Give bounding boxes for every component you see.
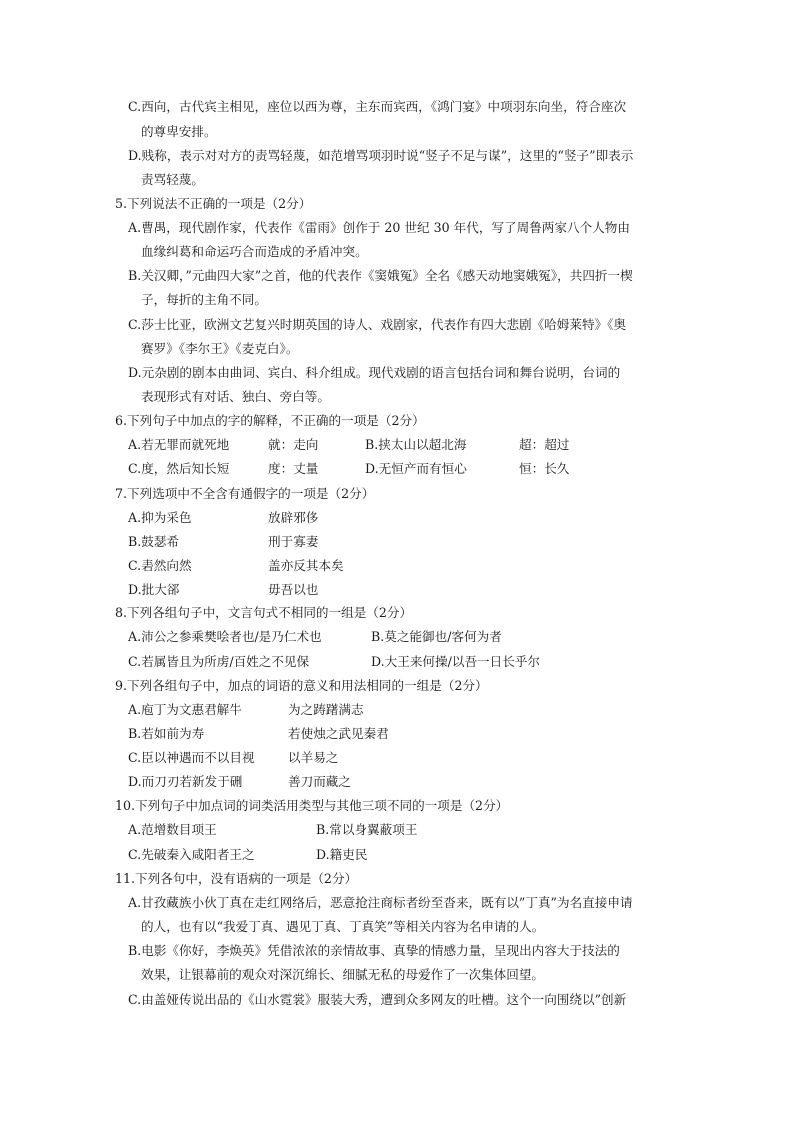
q8-option-a: A.沛公之参乘樊哙者也/是乃仁术也 (128, 629, 322, 644)
question-6: 6.下列句子中加点的字的解释，不正确的一项是（2分） (115, 413, 425, 428)
q5-option-c-line1: C.莎士比亚，欧洲文艺复兴时期英国的诗人、戏剧家，代表作有四大悲剧《哈姆莱特》《奥 (128, 317, 627, 332)
q9-option-b-pair: 若使烛之武见秦君 (288, 726, 389, 741)
q6-option-a-gloss: 就：走向 (268, 437, 319, 452)
q9-option-b: B.若如前为寿 (128, 726, 205, 741)
q9-option-c-pair: 以羊易之 (288, 750, 339, 765)
question-7: 7.下列选项中不全含有通假字的一项是（2分） (115, 486, 375, 501)
q11-option-a-line1: A.甘孜藏族小伙丁真在走红网络后，恶意抢注商标者纷至沓来，既有以”丁真”为名直接申请 (128, 895, 633, 910)
q6-option-c-gloss: 度：丈量 (268, 461, 319, 476)
q10-option-b: B.常以身翼蔽项王 (316, 822, 418, 837)
q4-option-c-line2: 的尊卑安排。 (141, 124, 217, 139)
q4-option-d-line2: 责骂轻蔑。 (141, 172, 204, 187)
q4-option-c-line1: C.西向，古代宾主相见，座位以西为尊，主东而宾西，《鸿门宴》中项羽东向坐，符合座次 (128, 99, 627, 114)
q10-option-d: D.籍吏民 (316, 847, 368, 862)
q9-option-a-pair: 为之踌躇满志 (288, 702, 364, 717)
q9-option-d: D.而刀刃若新发于硎 (128, 774, 243, 789)
q10-option-c: C.先破秦入咸阳者王之 (128, 847, 255, 862)
q6-option-b: B.挟太山以超北海 (365, 437, 467, 452)
q8-option-c: C.若属皆且为所虏/百姓之不见保 (128, 654, 310, 669)
q9-option-d-pair: 善刀而藏之 (288, 774, 351, 789)
q5-option-d-line2: 表现形式有对话、独白、旁白等。 (141, 389, 330, 404)
q6-option-a: A.若无罪而就死地 (128, 437, 230, 452)
q6-option-c: C.度，然后知长短 (128, 461, 230, 476)
question-10: 10.下列句子中加点词的词类活用类型与其他三项不同的一项是（2分） (115, 798, 509, 813)
q5-option-a-line2: 血缘纠葛和命运巧合而造成的矛盾冲突。 (141, 244, 368, 259)
q7-option-a: A.抑为采色 (128, 510, 192, 525)
q8-option-b: B.莫之能御也/客何为者 (371, 629, 502, 644)
q5-option-b-line1: B.关汉卿，”元曲四大家”之首，他的代表作《窦娥冤》全名《感天动地窦娥冤》，共四折一楔 (128, 268, 633, 283)
q7-option-b: B.鼓瑟希 (128, 534, 180, 549)
q5-option-c-line2: 赛罗》《李尔王》《麦克白》。 (141, 341, 299, 356)
q6-option-b-gloss: 超：超过 (519, 437, 570, 452)
q9-option-a: A.庖丁为文惠君解牛 (128, 702, 242, 717)
q11-option-b-line1: B.电影《你好，李焕英》凭借浓浓的亲情故事、真挚的情感力量，呈现出内容大于技法的 (128, 943, 620, 958)
q11-option-c-line1: C.由盖娅传说出品的《山水霓裳》服装大秀，遭到众多网友的吐槽。这个一向围绕以”创新 (128, 992, 627, 1007)
q10-option-a: A.范增数目项王 (128, 822, 217, 837)
q5-option-b-line2: 子，每折的主角不同。 (141, 292, 267, 307)
q7-option-b-pair: 刑于寡妻 (268, 534, 319, 549)
q6-option-d: D.无恒产而有恒心 (365, 461, 467, 476)
q7-option-a-pair: 放辟邪侈 (268, 510, 319, 525)
q9-option-c: C.臣以神遇而不以目视 (128, 750, 255, 765)
q8-option-d: D.大王来何操/以吾一日长乎尔 (371, 654, 541, 669)
q7-option-d: D.批大郤 (128, 582, 180, 597)
q5-option-a-line1: A.曹禺，现代剧作家，代表作《雷雨》创作于 20 世纪 30 年代，写了周鲁两家八个人物由 (128, 220, 630, 235)
q4-option-d-line1: D.贱称，表示对对方的责骂轻蔑，如范增骂项羽时说“竖子不足与谋”，这里的“竖子”即表示 (128, 148, 634, 163)
q7-option-d-pair: 毋吾以也 (268, 582, 319, 597)
q5-option-d-line1: D.元杂剧的剧本由曲词、宾白、科介组成。现代戏剧的语言包括台词和舞台说明，台词的 (128, 365, 621, 380)
question-8: 8.下列各组句子中，文言句式不相同的一组是（2分） (115, 605, 413, 620)
q6-option-d-gloss: 恒：长久 (519, 461, 570, 476)
question-11: 11.下列各句中，没有语病的一项是（2分） (115, 871, 358, 886)
q7-option-c-pair: 盖亦反其本矣 (268, 558, 344, 573)
q7-option-c: C.砉然向然 (128, 558, 192, 573)
q11-option-a-line2: 的人，也有以“我爱丁真、遇见丁真、丁真笑”等相关内容为名申请的人。 (141, 919, 545, 934)
question-9: 9.下列各组句子中，加点的词语的意义和用法相同的一组是（2分） (115, 678, 488, 693)
q11-option-b-line2: 效果，让银幕前的观众对深沉绵长、细腻无私的母爱作了一次集体回望。 (141, 967, 544, 982)
question-5: 5.下列说法不正确的一项是（2分） (115, 196, 312, 211)
